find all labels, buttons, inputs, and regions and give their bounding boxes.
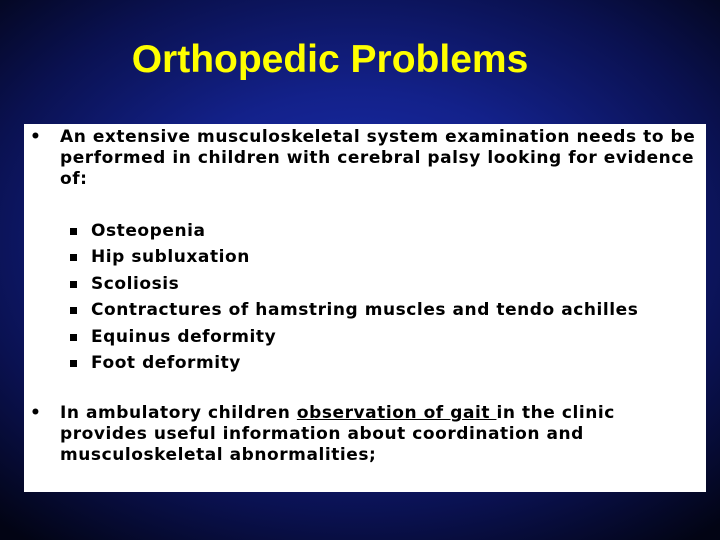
square-bullet-icon — [70, 334, 77, 341]
bullet-dot: • — [30, 127, 42, 147]
findings-list — [24, 218, 706, 376]
list-item-label: Contractures of hamstring muscles and tendo achilles — [91, 300, 639, 321]
list-item-label: Equinus deformity — [91, 326, 277, 347]
square-bullet-icon — [70, 254, 77, 261]
gait-observation-emphasis: observation of gait — [296, 403, 497, 424]
list-item-label: Foot deformity — [91, 353, 241, 374]
square-bullet-icon — [70, 360, 77, 367]
square-bullet-icon — [70, 307, 77, 314]
list-item — [24, 271, 706, 297]
list-item — [24, 324, 706, 350]
list-item-label: Scoliosis — [91, 273, 180, 294]
slide-title: Orthopedic Problems — [131, 38, 529, 81]
list-item — [24, 297, 706, 323]
bullet-intro — [24, 127, 706, 190]
content-panel — [24, 124, 706, 492]
square-bullet-icon — [70, 281, 77, 288]
bullet-intro-text: An extensive musculoskeletal system examination needs to be performed in children with cerebral palsy looking for evidence of: — [60, 127, 696, 189]
bullet-gait-text-start: In ambulatory children — [60, 403, 297, 424]
list-item — [24, 244, 706, 270]
bullet-gait — [24, 403, 706, 466]
bullet-gait-text-end: in the clinic provides useful information about coordination and musculoskeletal abnormalities; — [60, 403, 615, 466]
list-item-label: Osteopenia — [91, 221, 206, 241]
square-bullet-icon — [70, 228, 77, 235]
list-item — [24, 218, 706, 244]
bullet-dot: • — [30, 403, 42, 424]
list-item — [24, 350, 706, 376]
list-item-label: Hip subluxation — [91, 247, 250, 268]
